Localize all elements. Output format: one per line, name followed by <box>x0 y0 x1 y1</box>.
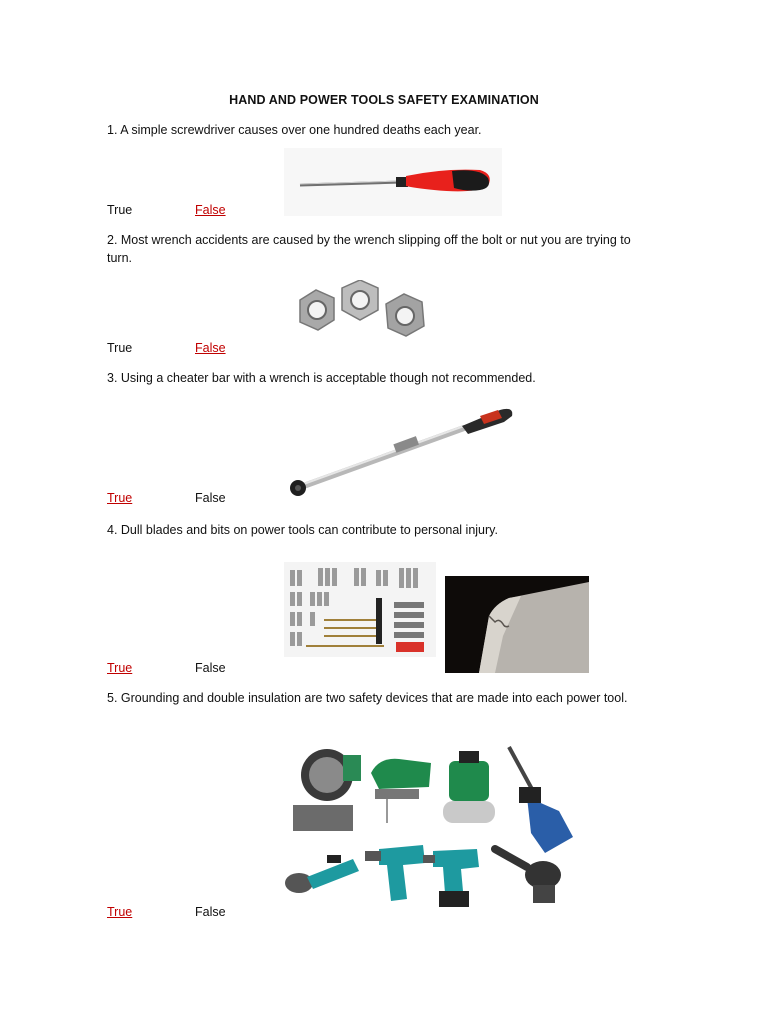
ratchet-wrench-image <box>284 400 519 505</box>
q5-true-option[interactable]: True <box>107 905 133 919</box>
q5-false-option[interactable]: False <box>195 905 226 919</box>
q4-true-option[interactable]: True <box>107 661 133 675</box>
question-1-text: 1. A simple screwdriver causes over one hundred deaths each year. <box>107 123 482 137</box>
hex-nuts-image <box>284 280 439 352</box>
question-4-text: 4. Dull blades and bits on power tools can contribute to personal injury. <box>107 523 498 537</box>
dull-blade-image <box>445 576 589 673</box>
q1-false-option[interactable]: False <box>195 203 226 217</box>
drill-bit-set-image <box>284 562 436 657</box>
question-5-text: 5. Grounding and double insulation are two safety devices that are made into each power tool. <box>107 691 628 705</box>
q4-false-option[interactable]: False <box>195 661 226 675</box>
q3-false-option[interactable]: False <box>195 491 226 505</box>
question-3-text: 3. Using a cheater bar with a wrench is acceptable though not recommended. <box>107 371 536 385</box>
q1-true-option[interactable]: True <box>107 203 133 217</box>
screwdriver-image <box>284 148 502 216</box>
q2-true-option[interactable]: True <box>107 341 133 355</box>
q2-false-option[interactable]: False <box>195 341 226 355</box>
page-title: HAND AND POWER TOOLS SAFETY EXAMINATION <box>229 93 539 107</box>
q3-true-option[interactable]: True <box>107 491 133 505</box>
question-2-text: 2. Most wrench accidents are caused by the wrench slipping off the bolt or nut you are trying to turn. <box>107 233 631 265</box>
power-tools-image <box>283 741 583 909</box>
